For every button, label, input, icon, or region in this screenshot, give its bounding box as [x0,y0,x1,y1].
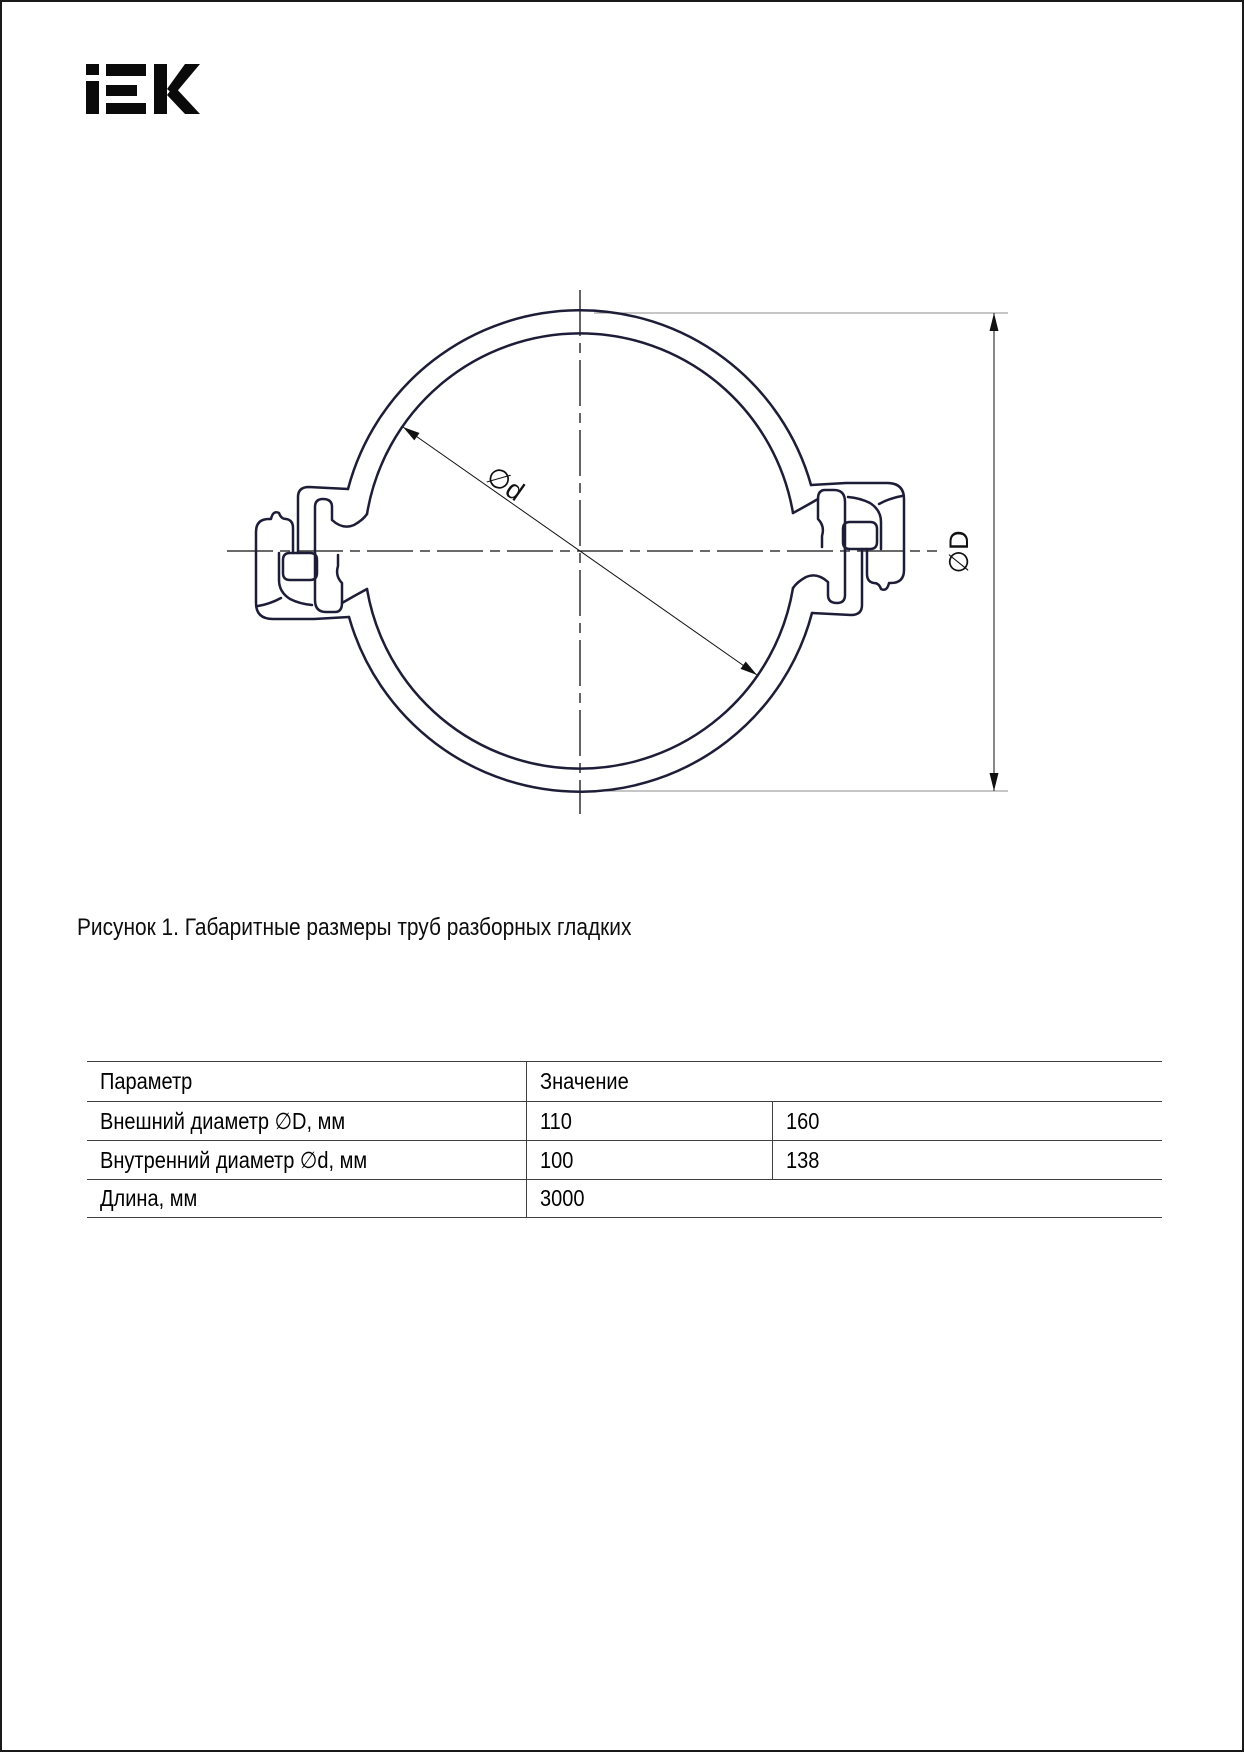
value-text: 160 [786,1107,820,1134]
table-row-length [87,1180,1162,1218]
dimension-outer-diameter [944,313,999,791]
header-cell-parameter [87,1062,527,1101]
dim-arrow-outer-top [990,313,999,331]
cell-value-1 [527,1141,773,1179]
header-value-label: Значение [540,1068,629,1094]
latch-clamp-detail [258,598,281,606]
dim-label-outer-diameter: ∅D [944,530,974,574]
technical-drawing [2,2,1244,902]
param-text: Внешний диаметр ∅D, мм [100,1107,346,1134]
param-text: Внутренний диаметр ∅d, мм [100,1146,368,1173]
value-text: 110 [540,1107,572,1134]
figure-caption [77,914,714,942]
dim-arrow-inner-lower [741,662,758,676]
dim-arrow-inner-upper [403,427,420,440]
parameters-table [87,1061,1162,1218]
cell-param [87,1180,527,1217]
latch-joint-right [793,483,904,615]
value-text: 3000 [540,1185,585,1211]
figure-caption-text: Рисунок 1. Габаритные размеры труб разборных гладких [77,914,632,941]
latch-rib-foot [315,553,342,612]
param-text: Длина, мм [100,1185,198,1211]
cell-value-1 [527,1102,773,1140]
latch-hook-roof [298,487,348,553]
latch-rib-upper [315,499,367,553]
cell-value-2 [773,1141,1162,1179]
dim-arrow-outer-bottom [990,773,999,791]
header-parameter-label: Параметр [100,1068,193,1094]
value-text: 138 [786,1146,820,1173]
latch-inner-link [342,589,367,603]
cell-value-span [527,1180,1162,1217]
latch-tooth [283,553,317,580]
table-header-row [87,1062,1162,1102]
cell-param [87,1102,527,1140]
header-cell-value [527,1062,1162,1101]
latch-joint-left [256,487,367,619]
table-row-outer-diameter [87,1102,1162,1141]
dim-label-inner-diameter: ∅d [480,460,530,507]
table-row-inner-diameter [87,1141,1162,1180]
cell-value-2 [773,1102,1162,1140]
cell-param [87,1141,527,1179]
value-text: 100 [540,1146,574,1173]
